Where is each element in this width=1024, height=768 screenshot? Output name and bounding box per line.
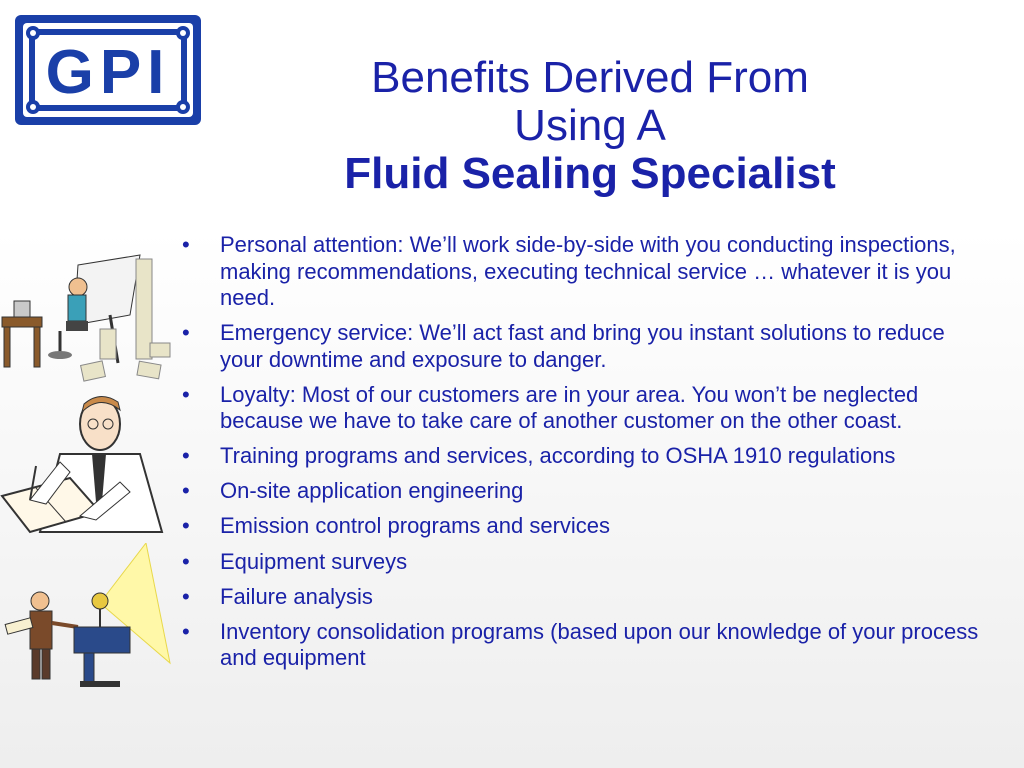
drafting-desk-clipart xyxy=(0,245,172,385)
list-item xyxy=(180,513,980,540)
list-item xyxy=(180,232,980,312)
logo-text: GPI xyxy=(45,38,171,107)
writing-scientist-clipart xyxy=(0,392,170,537)
list-item xyxy=(180,478,980,505)
bullet-text: Emission control programs and services xyxy=(220,513,611,539)
list-item xyxy=(180,619,980,672)
list-item xyxy=(180,320,980,373)
bullet-icon: • xyxy=(182,232,190,257)
bullet-text: Loyalty: Most of our customers are in your area. You won’t be neglected because we have to take care of another customer on the other coast. xyxy=(220,381,919,434)
presenter-projector-clipart xyxy=(0,543,172,693)
list-item xyxy=(180,443,980,470)
title-line-1: Benefits Derived From xyxy=(371,53,809,102)
list-item xyxy=(180,549,980,576)
bullet-text: Emergency service: We’ll act fast and bring you instant solutions to reduce your downtime and exposure to danger. xyxy=(220,320,945,372)
bullet-text: Failure analysis xyxy=(220,583,373,609)
bullet-text: Inventory consolidation programs (based upon our knowledge of your process and equipment xyxy=(220,618,979,671)
bullet-text: Training programs and services, according to OSHA 1910 regulations xyxy=(220,443,896,469)
bullet-icon: • xyxy=(182,548,190,574)
bullet-text: On-site application engineering xyxy=(220,478,524,504)
bullet-icon: • xyxy=(182,381,190,407)
bullet-icon: • xyxy=(182,320,190,346)
bullet-icon: • xyxy=(182,618,190,644)
list-item xyxy=(180,584,980,611)
bullet-text: Equipment surveys xyxy=(220,548,408,574)
bullet-text: Personal attention: We’ll work side-by-side with you conducting inspections, making recommendations, executing technical service … whatever it is you need. xyxy=(220,232,956,310)
benefits-list xyxy=(180,232,980,680)
title-line-2: Using A xyxy=(514,101,666,150)
gpi-logo xyxy=(13,13,203,127)
bullet-icon: • xyxy=(182,478,190,504)
list-item xyxy=(180,382,980,435)
bullet-icon: • xyxy=(182,443,190,469)
slide-title xyxy=(270,54,910,198)
bullet-icon: • xyxy=(182,583,190,609)
title-line-3: Fluid Sealing Specialist xyxy=(344,149,836,198)
bullet-icon: • xyxy=(182,513,190,539)
